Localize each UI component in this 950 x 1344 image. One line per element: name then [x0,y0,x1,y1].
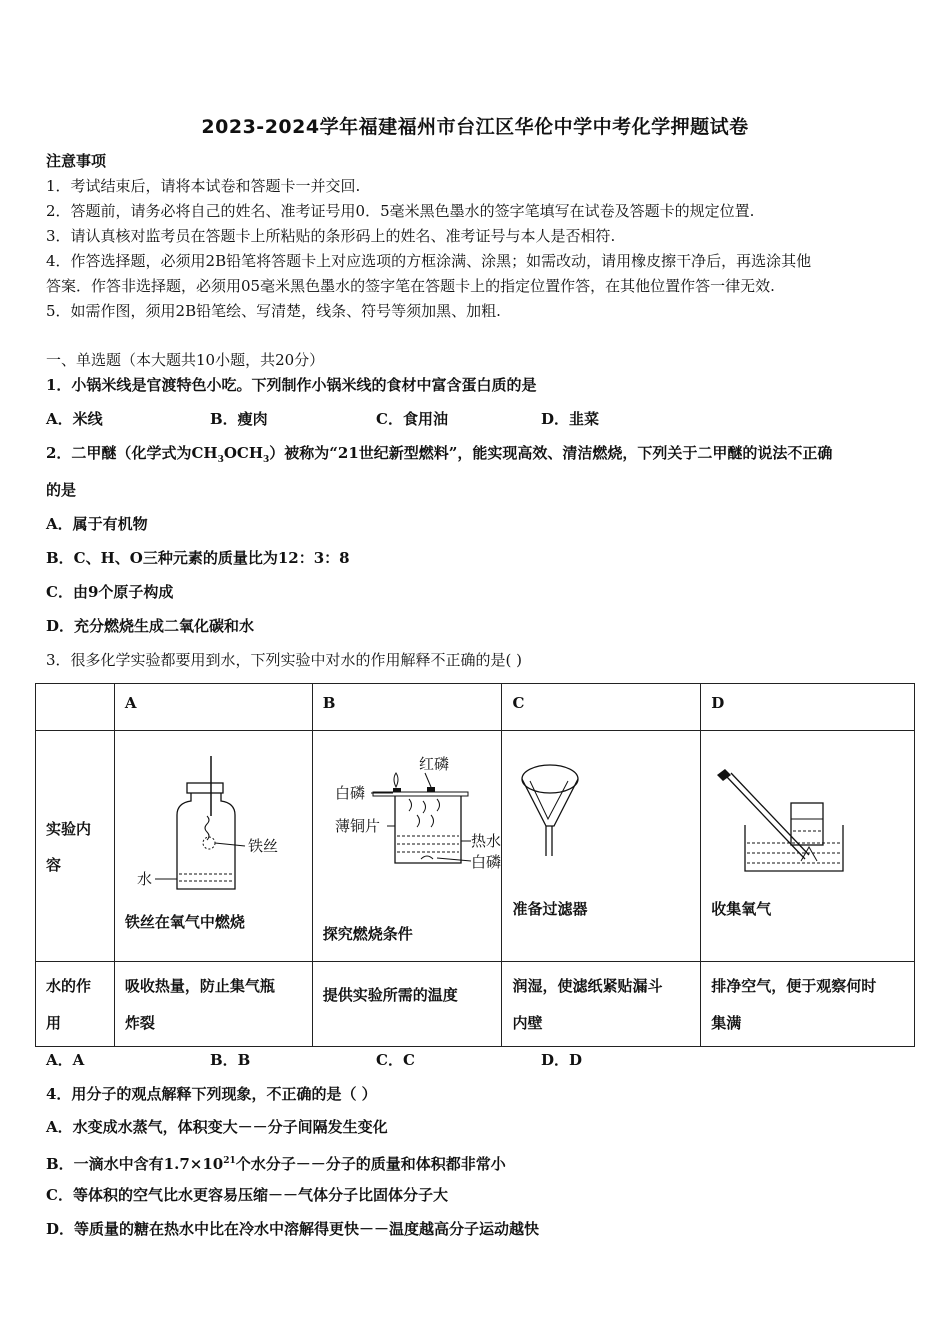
experiment-caption: 准备过滤器 [512,900,588,918]
row-label-line: 容 [46,856,62,874]
role-cell-c [502,962,701,1047]
row-label-experiment [36,731,115,962]
option-b-text: B．一滴水中含有1.7×10 [46,1155,224,1173]
formula-subscript: 3 [263,455,270,465]
option-b[interactable] [46,1151,506,1174]
role-line: 吸收热量，防止集气瓶 [124,977,275,995]
option-d[interactable]: D．韭菜 [541,410,600,428]
row-label-role [36,962,115,1047]
filter-funnel-diagram [502,731,701,961]
formula-subscript: 3 [217,455,224,465]
notice-heading: 注意事项 [46,152,107,170]
experiment-caption: 铁丝在氧气中燃烧 [124,913,245,931]
gas-collection-diagram [701,731,915,961]
experiment-cell-d [701,731,915,962]
question-2-stem-cont: 的是 [46,481,77,499]
option-d[interactable]: D．D [541,1051,583,1069]
experiment-table [35,683,915,1047]
question-2-stem [46,443,832,470]
notice-item: 1．考试结束后，请将本试卷和答题卡一并交回. [46,177,361,195]
label-white-phosphorus-2: 白磷 [470,853,501,871]
stem-part: ）被称为“21世纪新型燃料”，能实现高效、清洁燃烧，下列关于二甲醚的说法不正确 [269,444,833,462]
role-cell-b [312,962,502,1047]
experiment-cell-b [312,731,502,962]
role-cell-a [114,962,312,1047]
experiment-cell-c [502,731,701,962]
role-line: 集满 [711,1014,742,1032]
formula-part: CH [191,444,218,462]
label-copper-sheet: 薄铜片 [334,817,380,835]
option-d[interactable]: D．充分燃烧生成二氧化碳和水 [46,617,255,635]
experiment-caption: 收集氧气 [711,900,772,918]
notice-item: 5．如需作图，须用2B铅笔绘、写清楚，线条、符号等须加黑、加粗. [46,302,501,320]
question-1-stem: 1．小锅米线是官渡特色小吃。下列制作小锅米线的食材中富含蛋白质的是 [46,376,537,394]
option-b[interactable]: B．B [210,1051,251,1069]
question-3-stem: 3．很多化学实验都要用到水，下列实验中对水的作用解释不正确的是( ) [46,651,523,669]
option-d[interactable]: D．等质量的糖在热水中比在冷水中溶解得更快－－温度越高分子运动越快 [46,1220,540,1238]
role-line: 润湿，使滤纸紧贴漏斗 [512,977,663,995]
option-b[interactable]: B．瘦肉 [210,410,268,428]
notice-item: 2．答题前，请务必将自己的姓名、准考证号用0．5毫米黑色墨水的签字笔填写在试卷及答题卡的规定位置. [46,202,755,220]
row-label-line: 实验内 [46,820,92,838]
option-a[interactable]: A．米线 [46,410,103,428]
table-header-cell: C [502,684,701,731]
table-header-cell: A [114,684,312,731]
row-label-line: 用 [46,1014,62,1032]
table-row-role [36,962,915,1047]
option-b-rest: 个水分子－－分子的质量和体积都非常小 [235,1155,506,1173]
role-line: 内壁 [512,1014,543,1032]
formula-part: OCH [223,444,264,462]
role-line: 炸裂 [124,1014,155,1032]
experiment-cell-a [114,731,312,962]
option-b[interactable]: B．C、H、O三种元素的质量比为12：3：8 [46,549,350,567]
experiment-caption: 探究燃烧条件 [322,925,413,943]
label-red-phosphorus: 红磷 [418,755,449,773]
option-a[interactable]: A．属于有机物 [46,515,148,533]
notice-item: 4．作答选择题，必须用2B铅笔将答题卡上对应选项的方框涂满、涂黑；如需改动，请用橡皮擦干净后，再选涂其他 [46,252,812,270]
role-line: 提供实验所需的温度 [322,986,458,1004]
table-header-row [36,684,915,731]
row-label-line: 水的作 [46,977,92,995]
role-line: 排净空气，便于观察何时 [711,977,877,995]
table-row-experiment [36,731,915,962]
label-hot-water: 热水 [470,832,501,850]
section-heading: 一、单选题（本大题共10小题，共20分） [46,351,325,369]
label-iron-wire: 铁丝 [247,837,278,855]
table-header-cell: B [312,684,502,731]
option-c[interactable]: C．C [376,1051,415,1069]
exponent: 21 [223,1156,236,1166]
option-a[interactable]: A．水变成水蒸气，体积变大－－分子间隔发生变化 [46,1118,388,1136]
notice-item: 3．请认真核对监考员在答题卡上所粘贴的条形码上的姓名、准考证号与本人是否相符. [46,227,616,245]
stem-part: 2．二甲醚（化学式为 [46,444,192,462]
label-white-phosphorus: 白磷 [334,784,365,802]
page-title: 2023-2024学年福建福州市台江区华伦中学中考化学押题试卷 [201,116,749,138]
label-water: 水 [136,870,152,888]
notice-item: 答案．作答非选择题，必须用05毫米黑色墨水的签字笔在答题卡上的指定位置作答，在其他位置作答一律无效. [46,277,775,295]
option-c[interactable]: C．由9个原子构成 [46,583,174,601]
role-cell-d [701,962,915,1047]
table-header-cell [36,684,115,731]
option-c[interactable]: C．食用油 [376,410,448,428]
question-4-stem: 4．用分子的观点解释下列现象，不正确的是（ ） [46,1085,377,1103]
option-c[interactable]: C．等体积的空气比水更容易压缩－－气体分子比固体分子大 [46,1186,448,1204]
option-a[interactable]: A．A [46,1051,85,1069]
table-header-cell: D [701,684,915,731]
